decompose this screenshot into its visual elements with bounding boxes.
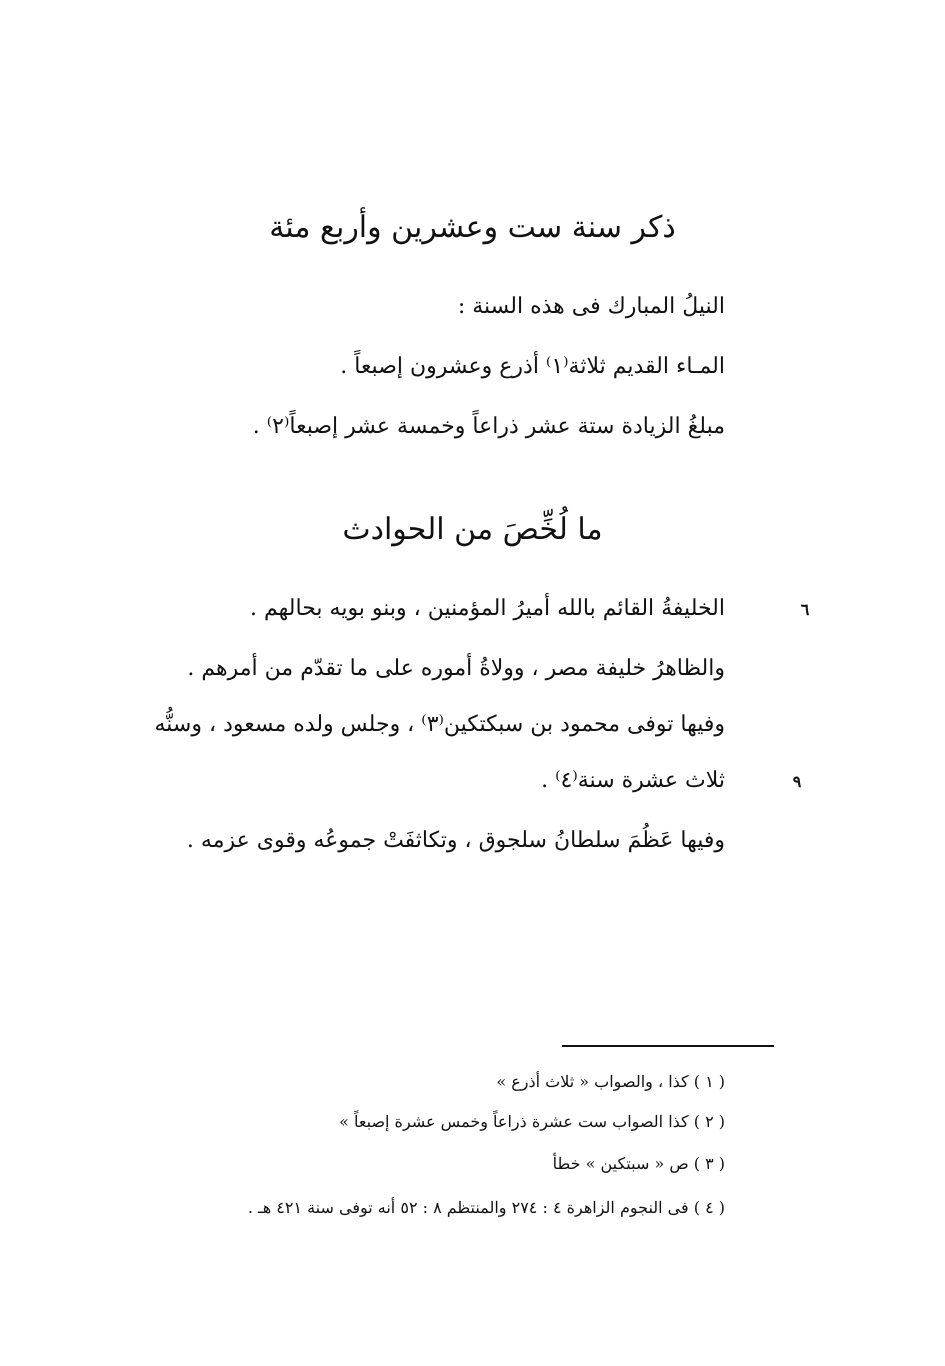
footnote-separator bbox=[562, 1045, 774, 1047]
margin-number: ٩ bbox=[792, 772, 802, 791]
nile-increase: مبلغُ الزيادة ستة عشر ذراعاً وخمسة عشر إصبعاً⁽٢⁾ . bbox=[252, 414, 725, 439]
footnote-3: ( ٣ ) ص « سبتكين » خطأ bbox=[552, 1154, 725, 1173]
footnote-1: ( ١ ) كذا ، والصواب « ثلاث أذرع » bbox=[496, 1072, 725, 1091]
event-line-1: الخليفةُ القائم بالله أميرُ المؤمنين ، وبنو بويه بحالهم . bbox=[250, 596, 725, 621]
footnote-4: ( ٤ ) فى النجوم الزاهرة ٤ : ٢٧٤ والمنتظم ٨ : ٥٢ أنه توفى سنة ٤٢١ هـ . bbox=[247, 1198, 725, 1217]
section-heading: ذكر سنة ست وعشرين وأربع مئة bbox=[269, 210, 676, 245]
event-line-4: ثلاث عشرة سنة⁽٤⁾ . bbox=[541, 768, 725, 793]
margin-number: ٦ bbox=[800, 600, 810, 619]
events-heading: ما لُخِّصَ من الحوادث bbox=[342, 512, 603, 547]
nile-old-water: المـاء القديم ثلاثة⁽١⁾ أذرع وعشرون إصبعاً . bbox=[340, 354, 725, 379]
event-line-3: وفيها توفى محمود بن سبكتكين⁽٣⁾ ، وجلس ولده مسعود ، وسنُّه bbox=[154, 712, 725, 737]
event-line-2: والظاهرُ خليفة مصر ، وولاةُ أموره على ما تقدّم من أمرهم . bbox=[187, 656, 725, 681]
event-line-5: وفيها عَظُمَ سلطانُ سلجوق ، وتكاثفَتْ جموعُه وقوى عزمه . bbox=[186, 828, 725, 853]
nile-intro: النيلُ المبارك فى هذه السنة : bbox=[457, 294, 725, 319]
footnote-2: ( ٢ ) كذا الصواب ست عشرة ذراعاً وخمس عشرة إصبعاً » bbox=[339, 1112, 725, 1131]
